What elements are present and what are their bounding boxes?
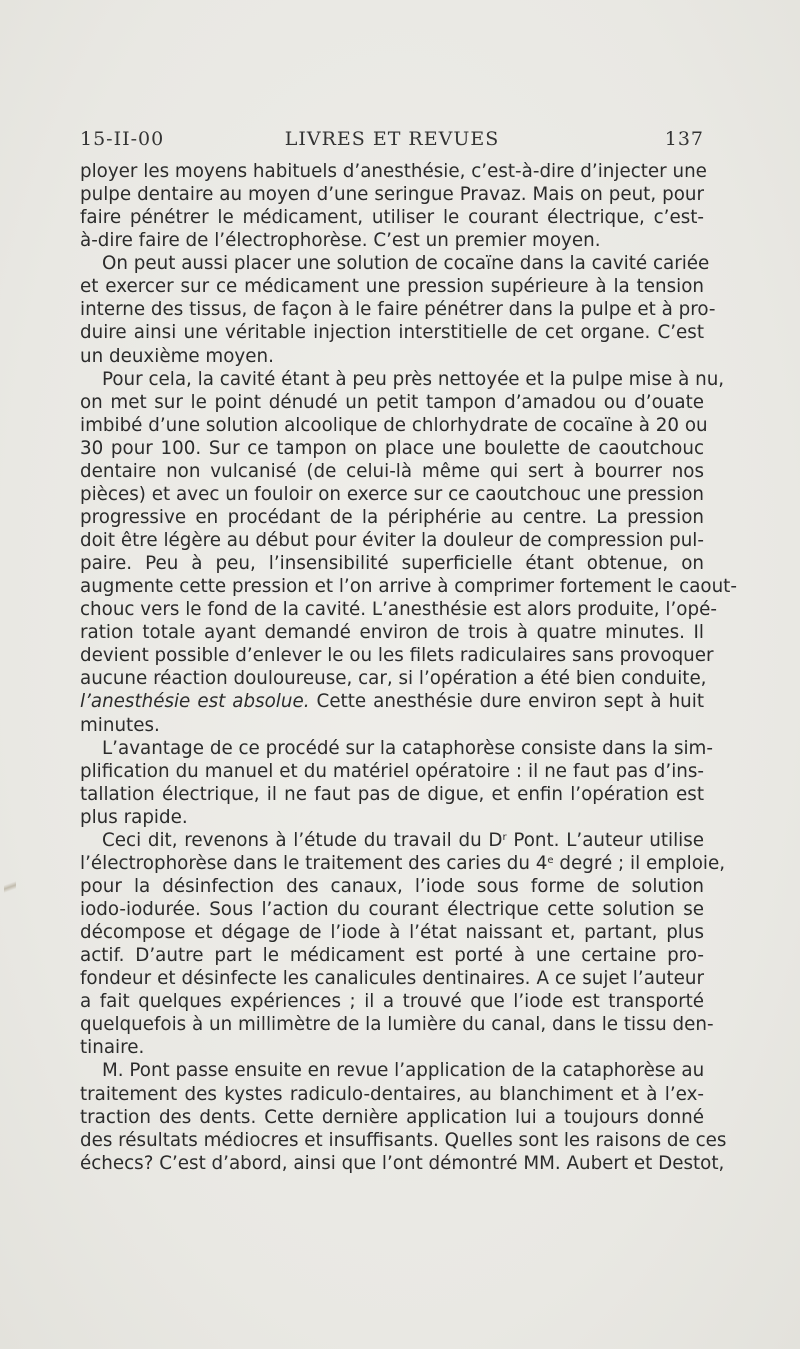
text-line: actif. D’autre part le médicament est porté à une certaine pro- (80, 945, 704, 967)
line-text: Pont. L’auteur utilise (506, 829, 705, 851)
text-line: un deuxième moyen. (80, 345, 274, 367)
text-line: à-dire faire de l’électrophorèse. C’est un premier moyen. (80, 230, 601, 252)
text-line: tinaire. (80, 1037, 145, 1059)
text-line: interne des tissus, de façon à le faire pénétrer dans la pulpe et à pro- (80, 299, 716, 321)
line-text: degré ; il emploie, (553, 852, 726, 874)
text-line: augmente cette pression et l’on arrive à comprimer fortement le caout- (80, 576, 737, 598)
page-header (80, 128, 704, 158)
text-line: on met sur le point dénudé un petit tampon d’amadou ou d’ouate (80, 391, 704, 413)
text-line: traction des dents. Cette dernière application lui a toujours donné (80, 1106, 704, 1128)
text-line (80, 852, 726, 875)
text-line: Pour cela, la cavité étant à peu près nettoyée et la pulpe mise à nu, (102, 368, 725, 390)
page-number: 137 (664, 128, 704, 150)
text-line: aucune réaction douloureuse, car, si l’opération a été bien conduite, (80, 668, 707, 690)
text-line: plification du manuel et du matériel opératoire : il ne faut pas d’ins- (80, 760, 704, 782)
running-title: LIVRES ET REVUES (284, 128, 500, 150)
text-line: M. Pont passe ensuite en revue l’application de la cataphorèse au (102, 1060, 705, 1082)
text-line: faire pénétrer le médicament, utiliser le courant électrique, c’est- (80, 207, 704, 229)
line-text: Ceci dit, revenons à l’étude du travail du D (102, 829, 503, 851)
superscript: r (502, 831, 507, 843)
text-line: traitement des kystes radiculo-dentaires, au blanchiment et à l’ex- (80, 1083, 704, 1105)
text-line: tallation électrique, il ne faut pas de digue, et enfin l’opération est (80, 783, 704, 805)
text-line: plus rapide. (80, 806, 188, 828)
text-line: duire ainsi une véritable injection interstitielle de cet organe. C’est (80, 322, 704, 344)
text-line: chouc vers le fond de la cavité. L’anesthésie est alors produite, l’opé- (80, 599, 717, 621)
text-line: quelquefois à un millimètre de la lumière du canal, dans le tissu den- (80, 1014, 714, 1036)
text-line: L’avantage de ce procédé sur la cataphorèse consiste dans la sim- (102, 737, 713, 759)
text-line: a fait quelques expériences ; il a trouvé que l’iode est transporté (80, 991, 704, 1013)
text-line: pulpe dentaire au moyen d’une seringue Pravaz. Mais on peut, pour (80, 184, 704, 206)
text-line: progressive en procédant de la périphérie au centre. La pression (80, 506, 704, 528)
text-line: et exercer sur ce médicament une pression supérieure à la tension (80, 276, 704, 298)
header-date: 15-II-00 (80, 128, 165, 150)
text-line: pièces) et avec un fouloir on exerce sur ce caoutchouc une pression (80, 483, 704, 505)
text-line: échecs? C’est d’abord, ainsi que l’ont démontré MM. Aubert et Destot, (80, 1152, 725, 1174)
text-line: iodo-iodurée. Sous l’action du courant électrique cette solution se (80, 899, 704, 920)
text-line: 30 pour 100. Sur ce tampon on place une boulette de caoutchouc (80, 437, 704, 459)
text-line (80, 690, 704, 713)
text-line: On peut aussi placer une solution de cocaïne dans la cavité cariée (102, 253, 710, 275)
text-line (80, 829, 704, 852)
text-line: paire. Peu à peu, l’insensibilité superficielle étant obtenue, on (80, 553, 704, 575)
text-line: minutes. (80, 714, 160, 736)
line-text: Cette anesthésie dure environ sept à huit (309, 691, 704, 713)
text-line: ration totale ayant demandé environ de trois à quatre minutes. Il (80, 622, 704, 644)
superscript: e (547, 854, 554, 866)
text-line: doit être légère au début pour éviter la douleur de compression pul- (80, 530, 704, 551)
text-line: pour la désinfection des canaux, l’iode sous forme de solution (80, 875, 704, 897)
text-line: des résultats médiocres et insuffisants. Quelles sont les raisons de ces (80, 1129, 727, 1151)
body-text (80, 160, 737, 1175)
line-text: l’électrophorèse dans le traitement des caries du 4 (80, 852, 548, 874)
text-line: décompose et dégage de l’iode à l’état naissant et, partant, plus (80, 922, 704, 944)
text-line: ployer les moyens habituels d’anesthésie, c’est-à-dire d’injecter une (80, 161, 707, 182)
text-line: dentaire non vulcanisé (de celui-là même qui sert à bourrer nos (80, 460, 704, 482)
text-line: imbibé d’une solution alcoolique de chlorhydrate de cocaïne à 20 ou (80, 414, 708, 436)
text-line: devient possible d’enlever le ou les filets radiculaires sans provoquer (80, 645, 714, 667)
text-line: fondeur et désinfecte les canalicules dentinaires. A ce sujet l’auteur (80, 968, 704, 990)
italic-phrase: l’anesthésie est absolue. (80, 691, 310, 713)
margin-smudge (4, 876, 16, 898)
